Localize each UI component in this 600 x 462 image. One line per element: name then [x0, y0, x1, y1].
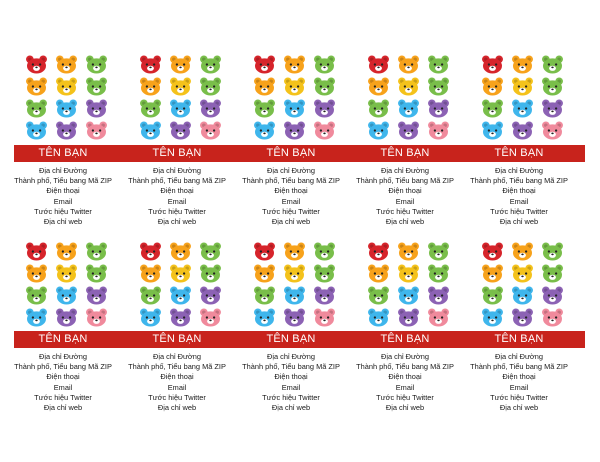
green-bear-icon	[541, 55, 564, 74]
pink-bear-icon	[313, 308, 336, 327]
street-address-text: Địa chỉ Đường	[267, 166, 315, 175]
city-state-zip-text: Thành phố, Tiểu bang Mã ZIP	[14, 362, 112, 372]
card-name: TÊN BẠN	[494, 147, 544, 159]
green-bear-icon	[313, 264, 336, 283]
purple-bear-icon	[199, 99, 222, 118]
email-text: Email	[167, 196, 187, 206]
pink-bear-icon	[313, 121, 336, 140]
phone-text: Điện thoại	[274, 372, 308, 382]
orange-bear-icon	[367, 77, 390, 96]
blue-bear-icon	[481, 308, 504, 327]
red-bear-icon	[139, 242, 162, 261]
red-bear-icon	[367, 55, 390, 74]
pink-bear-icon	[541, 121, 564, 140]
email-text: Email	[281, 382, 301, 392]
blue-bear-icon	[397, 99, 420, 118]
phone-text: Điện thoại	[502, 372, 536, 382]
green-bear-icon	[481, 99, 504, 118]
city-state-zip-text: Thành phố, Tiểu bang Mã ZIP	[128, 362, 226, 372]
street-address-text: Địa chỉ Đường	[495, 166, 543, 175]
purple-bear-icon	[283, 121, 306, 140]
yellow-bear-icon	[169, 264, 192, 283]
street-address-text: Địa chỉ Đường	[267, 352, 315, 361]
blue-bear-icon	[25, 308, 48, 327]
yellow-bear-icon	[511, 264, 534, 283]
green-bear-icon	[253, 286, 276, 305]
bear-pattern	[253, 242, 343, 327]
blue-bear-icon	[367, 308, 390, 327]
blue-bear-icon	[481, 121, 504, 140]
web-address-text: Địa chỉ web	[157, 402, 197, 412]
contact-info	[7, 352, 119, 413]
contact-info	[463, 352, 575, 413]
bear-pattern	[367, 242, 457, 327]
phone-text: Điện thoại	[274, 186, 308, 196]
green-bear-icon	[427, 264, 450, 283]
red-bear-icon	[481, 55, 504, 74]
purple-bear-icon	[541, 286, 564, 305]
card-name: TÊN BẠN	[152, 147, 202, 159]
pink-bear-icon	[85, 308, 108, 327]
purple-bear-icon	[85, 99, 108, 118]
purple-bear-icon	[199, 286, 222, 305]
phone-text: Điện thoại	[160, 372, 194, 382]
web-address-text: Địa chỉ web	[271, 216, 311, 226]
green-bear-icon	[367, 286, 390, 305]
card-name: TÊN BẠN	[380, 147, 430, 159]
web-address-text: Địa chỉ web	[43, 402, 83, 412]
green-bear-icon	[367, 99, 390, 118]
yellow-bear-icon	[283, 264, 306, 283]
orange-bear-icon	[25, 264, 48, 283]
blue-bear-icon	[169, 99, 192, 118]
phone-text: Điện thoại	[46, 372, 80, 382]
twitter-handle-text: Tước hiệu Twitter	[376, 392, 434, 402]
orange-bear-icon	[25, 77, 48, 96]
blue-bear-icon	[511, 286, 534, 305]
contact-info	[463, 166, 575, 227]
web-address-text: Địa chỉ web	[385, 402, 425, 412]
contact-info	[235, 166, 347, 227]
green-bear-icon	[199, 242, 222, 261]
blue-bear-icon	[511, 99, 534, 118]
orange-bear-icon	[481, 264, 504, 283]
blue-bear-icon	[283, 99, 306, 118]
green-bear-icon	[85, 264, 108, 283]
red-bear-icon	[253, 55, 276, 74]
purple-bear-icon	[511, 308, 534, 327]
green-bear-icon	[427, 242, 450, 261]
green-bear-icon	[541, 264, 564, 283]
bear-pattern	[25, 55, 115, 140]
street-address-text: Địa chỉ Đường	[39, 352, 87, 361]
email-text: Email	[395, 196, 415, 206]
orange-bear-icon	[55, 55, 78, 74]
purple-bear-icon	[427, 99, 450, 118]
card-name: TÊN BẠN	[266, 333, 316, 345]
green-bear-icon	[199, 264, 222, 283]
contact-info	[235, 352, 347, 413]
street-address-text: Địa chỉ Đường	[153, 352, 201, 361]
contact-info	[121, 352, 233, 413]
orange-bear-icon	[253, 77, 276, 96]
twitter-handle-text: Tước hiệu Twitter	[34, 392, 92, 402]
card-name: TÊN BẠN	[38, 333, 88, 345]
phone-text: Điện thoại	[388, 186, 422, 196]
pink-bear-icon	[199, 308, 222, 327]
green-bear-icon	[313, 77, 336, 96]
orange-bear-icon	[367, 264, 390, 283]
orange-bear-icon	[283, 242, 306, 261]
street-address-text: Địa chỉ Đường	[381, 352, 429, 361]
blue-bear-icon	[253, 121, 276, 140]
street-address-text: Địa chỉ Đường	[381, 166, 429, 175]
web-address-text: Địa chỉ web	[43, 216, 83, 226]
blue-bear-icon	[139, 121, 162, 140]
orange-bear-icon	[139, 264, 162, 283]
orange-bear-icon	[253, 264, 276, 283]
purple-bear-icon	[55, 308, 78, 327]
orange-bear-icon	[481, 77, 504, 96]
blue-bear-icon	[139, 308, 162, 327]
web-address-text: Địa chỉ web	[499, 402, 539, 412]
green-bear-icon	[139, 286, 162, 305]
web-address-text: Địa chỉ web	[499, 216, 539, 226]
green-bear-icon	[541, 242, 564, 261]
green-bear-icon	[253, 99, 276, 118]
email-text: Email	[509, 196, 529, 206]
city-state-zip-text: Thành phố, Tiểu bang Mã ZIP	[470, 362, 568, 372]
blue-bear-icon	[169, 286, 192, 305]
yellow-bear-icon	[397, 264, 420, 283]
twitter-handle-text: Tước hiệu Twitter	[262, 206, 320, 216]
card-name: TÊN BẠN	[380, 333, 430, 345]
card-name: TÊN BẠN	[494, 333, 544, 345]
red-bear-icon	[481, 242, 504, 261]
city-state-zip-text: Thành phố, Tiểu bang Mã ZIP	[14, 176, 112, 186]
green-bear-icon	[85, 55, 108, 74]
green-bear-icon	[25, 286, 48, 305]
bear-pattern	[367, 55, 457, 140]
bear-pattern	[25, 242, 115, 327]
blue-bear-icon	[367, 121, 390, 140]
pink-bear-icon	[541, 308, 564, 327]
city-state-zip-text: Thành phố, Tiểu bang Mã ZIP	[242, 176, 340, 186]
orange-bear-icon	[169, 55, 192, 74]
twitter-handle-text: Tước hiệu Twitter	[376, 206, 434, 216]
yellow-bear-icon	[397, 77, 420, 96]
contact-info	[349, 166, 461, 227]
street-address-text: Địa chỉ Đường	[153, 166, 201, 175]
green-bear-icon	[481, 286, 504, 305]
purple-bear-icon	[511, 121, 534, 140]
pink-bear-icon	[427, 308, 450, 327]
web-address-text: Địa chỉ web	[271, 402, 311, 412]
email-text: Email	[509, 382, 529, 392]
green-bear-icon	[313, 55, 336, 74]
green-bear-icon	[25, 99, 48, 118]
blue-bear-icon	[397, 286, 420, 305]
yellow-bear-icon	[511, 77, 534, 96]
city-state-zip-text: Thành phố, Tiểu bang Mã ZIP	[356, 176, 454, 186]
card-name: TÊN BẠN	[152, 333, 202, 345]
phone-text: Điện thoại	[160, 186, 194, 196]
email-text: Email	[395, 382, 415, 392]
street-address-text: Địa chỉ Đường	[39, 166, 87, 175]
email-text: Email	[281, 196, 301, 206]
bear-pattern	[481, 242, 571, 327]
orange-bear-icon	[139, 77, 162, 96]
twitter-handle-text: Tước hiệu Twitter	[262, 392, 320, 402]
orange-bear-icon	[169, 242, 192, 261]
bear-pattern	[139, 242, 229, 327]
green-bear-icon	[199, 77, 222, 96]
card-name: TÊN BẠN	[38, 147, 88, 159]
purple-bear-icon	[313, 286, 336, 305]
twitter-handle-text: Tước hiệu Twitter	[148, 206, 206, 216]
bear-pattern	[481, 55, 571, 140]
purple-bear-icon	[397, 121, 420, 140]
street-address-text: Địa chỉ Đường	[495, 352, 543, 361]
orange-bear-icon	[55, 242, 78, 261]
twitter-handle-text: Tước hiệu Twitter	[490, 206, 548, 216]
purple-bear-icon	[313, 99, 336, 118]
phone-text: Điện thoại	[502, 186, 536, 196]
red-bear-icon	[25, 55, 48, 74]
purple-bear-icon	[541, 99, 564, 118]
green-bear-icon	[85, 242, 108, 261]
city-state-zip-text: Thành phố, Tiểu bang Mã ZIP	[356, 362, 454, 372]
twitter-handle-text: Tước hiệu Twitter	[34, 206, 92, 216]
pink-bear-icon	[427, 121, 450, 140]
phone-text: Điện thoại	[46, 186, 80, 196]
bear-pattern	[253, 55, 343, 140]
red-bear-icon	[139, 55, 162, 74]
email-text: Email	[53, 196, 73, 206]
red-bear-icon	[367, 242, 390, 261]
pink-bear-icon	[85, 121, 108, 140]
contact-info	[121, 166, 233, 227]
blue-bear-icon	[253, 308, 276, 327]
green-bear-icon	[313, 242, 336, 261]
orange-bear-icon	[397, 242, 420, 261]
orange-bear-icon	[397, 55, 420, 74]
pink-bear-icon	[199, 121, 222, 140]
city-state-zip-text: Thành phố, Tiểu bang Mã ZIP	[242, 362, 340, 372]
purple-bear-icon	[55, 121, 78, 140]
orange-bear-icon	[511, 55, 534, 74]
city-state-zip-text: Thành phố, Tiểu bang Mã ZIP	[470, 176, 568, 186]
contact-info	[349, 352, 461, 413]
city-state-zip-text: Thành phố, Tiểu bang Mã ZIP	[128, 176, 226, 186]
orange-bear-icon	[511, 242, 534, 261]
web-address-text: Địa chỉ web	[385, 216, 425, 226]
twitter-handle-text: Tước hiệu Twitter	[490, 392, 548, 402]
purple-bear-icon	[169, 121, 192, 140]
purple-bear-icon	[283, 308, 306, 327]
green-bear-icon	[427, 55, 450, 74]
purple-bear-icon	[85, 286, 108, 305]
bear-pattern	[139, 55, 229, 140]
green-bear-icon	[541, 77, 564, 96]
web-address-text: Địa chỉ web	[157, 216, 197, 226]
red-bear-icon	[25, 242, 48, 261]
orange-bear-icon	[283, 55, 306, 74]
red-bear-icon	[253, 242, 276, 261]
green-bear-icon	[199, 55, 222, 74]
phone-text: Điện thoại	[388, 372, 422, 382]
yellow-bear-icon	[283, 77, 306, 96]
contact-info	[7, 166, 119, 227]
purple-bear-icon	[427, 286, 450, 305]
purple-bear-icon	[397, 308, 420, 327]
card-name: TÊN BẠN	[266, 147, 316, 159]
yellow-bear-icon	[169, 77, 192, 96]
blue-bear-icon	[55, 99, 78, 118]
green-bear-icon	[85, 77, 108, 96]
email-text: Email	[167, 382, 187, 392]
blue-bear-icon	[25, 121, 48, 140]
yellow-bear-icon	[55, 264, 78, 283]
purple-bear-icon	[169, 308, 192, 327]
blue-bear-icon	[55, 286, 78, 305]
green-bear-icon	[427, 77, 450, 96]
green-bear-icon	[139, 99, 162, 118]
email-text: Email	[53, 382, 73, 392]
yellow-bear-icon	[55, 77, 78, 96]
twitter-handle-text: Tước hiệu Twitter	[148, 392, 206, 402]
blue-bear-icon	[283, 286, 306, 305]
